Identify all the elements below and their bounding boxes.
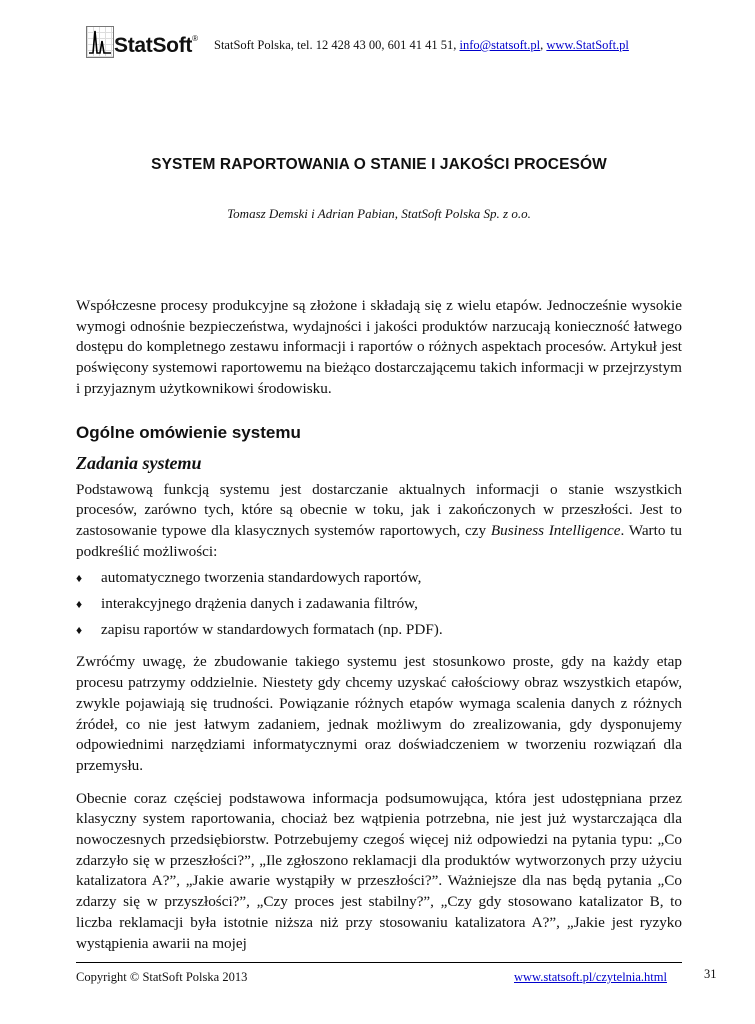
paragraph-1-end: . Warto tu podkreślić możliwości: <box>76 521 682 560</box>
page-number: 31 <box>704 967 717 981</box>
registered-mark: ® <box>192 34 198 43</box>
logo-text: StatSoft® <box>114 34 198 57</box>
section-heading: Ogólne omówienie systemu <box>76 422 301 442</box>
footer-divider <box>76 962 682 963</box>
paragraph-1-text: Podstawową funkcją systemu jest dostarczanie aktualnych informacji o stanie wszystkich procesów, zarówno tych, które są obecnie w toku, jak i zakończonych w przeszłości. Jest to zastosowanie typowe dla klasycznych systemów raportowych, czy <box>76 480 682 539</box>
article-body <box>76 296 682 954</box>
intro-paragraph: Współczesne procesy produkcyjne są złożone i składają się z wielu etapów. Jednocześnie wysokie wymogi odnośnie bezpieczeństwa, wydajności i jakości produktów narzucają konieczność łatwego dostępu do kompletnego zestawu informacji i raportów o różnych aspektach procesów. Artykuł jest poświęcony systemowi raportowemu na bieżąco dostarczającemu takich informacji w przejrzystym i przyjaznym użytkownikowi środowisku. <box>76 297 682 397</box>
contact-phones: StatSoft Polska, tel. 12 428 43 00, 601 41 41 51, <box>214 38 460 52</box>
paragraph-1 <box>76 480 682 563</box>
statsoft-logo <box>76 24 208 62</box>
page-header <box>76 24 682 64</box>
capabilities-list <box>76 568 682 640</box>
footer-link[interactable]: www.statsoft.pl/czytelnia.html <box>514 970 667 984</box>
article-authors: Tomasz Demski i Adrian Pabian, StatSoft Polska Sp. z o.o. <box>227 206 531 221</box>
footer-copyright: Copyright © StatSoft Polska 2013 <box>76 970 248 984</box>
email-link[interactable]: info@statsoft.pl <box>459 38 541 52</box>
diamond-bullet-icon: ♦ <box>76 622 83 637</box>
diamond-bullet-icon: ♦ <box>76 571 83 586</box>
contact-separator: , <box>540 38 547 52</box>
article-title: SYSTEM RAPORTOWANIA O STANIE I JAKOŚCI PROCESÓW <box>151 156 607 173</box>
website-link[interactable]: www.StatSoft.pl <box>546 38 629 52</box>
paragraph-3: Obecnie coraz częściej podstawowa informacja podsumowująca, która jest udostępniana przez klasyczny system raportowania, chociaż bez wątpienia potrzebna, nie jest już wystarczająca dla nowoczesnych przedsiębiorstw. Potrzebujemy czegoś więcej niż odpowiedzi na pytania typu: „Co zdarzyło się w przeszłości?”, „Ile zgłoszono reklamacji dla produktów wytworzonych przy użyciu katalizatora A?”, „Jakie awarie wystąpiły w przeszłości?”. Ważniejsze dla nas będą pytania „Co zdarzy się w przyszłości?”, „Czy proces jest stabilny?”, „Czy gdy stosowano katalizator B, to liczba reklamacji była istotnie niższa niż przy stosowaniu katalizatora A?”, „Jakie jest ryzyko wystąpienia awarii na mojej <box>76 789 682 952</box>
header-contact <box>214 38 629 53</box>
business-intelligence-term: Business Intelligence <box>490 521 621 539</box>
list-item-text: interakcyjnego drążenia danych i zadawania filtrów, <box>101 595 418 613</box>
diamond-bullet-icon: ♦ <box>76 597 83 612</box>
list-item <box>76 568 682 589</box>
chart-logo-icon <box>86 26 114 58</box>
list-item <box>76 620 682 641</box>
subsection-heading: Zadania systemu <box>76 452 202 473</box>
list-item-text: automatycznego tworzenia standardowych raportów, <box>101 569 422 587</box>
list-item <box>76 594 682 615</box>
paragraph-2: Zwróćmy uwagę, że zbudowanie takiego systemu jest stosunkowo proste, gdy na każdy etap procesu patrzymy oddzielnie. Niestety gdy chcemy uzyskać całościowy obraz wszystkich etapów, zwykle pojawiają się trudności. Powiązanie różnych etapów wymaga scalenia danych z różnych źródeł, co nie jest łatwym zadaniem, jednak możliwym do zrealizowania, gdy dysponujemy odpowiednimi narzędziami informatycznymi oraz doświadczeniem w tworzeniu rozwiązań dla przemysłu. <box>76 653 682 774</box>
list-item-text: zapisu raportów w standardowych formatach (np. PDF). <box>101 620 443 638</box>
